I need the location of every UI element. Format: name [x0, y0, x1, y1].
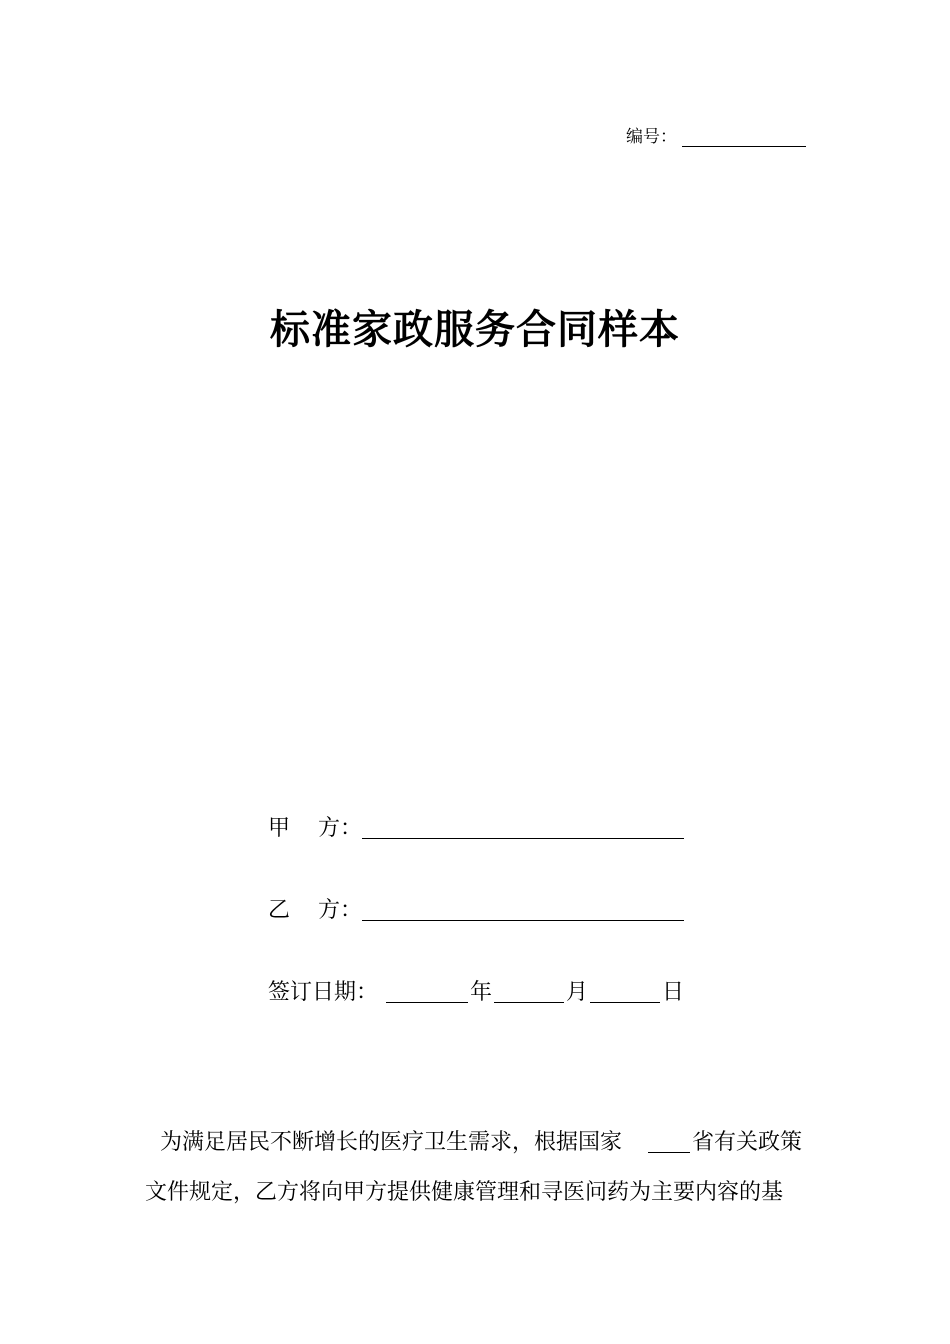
day-label: 日 [662, 980, 685, 1005]
month-label: 月 [566, 980, 589, 1005]
day-blank [590, 1002, 660, 1003]
province-blank [648, 1152, 690, 1153]
body-paragraph-line-2: 文件规定，乙方将向甲方提供健康管理和寻医问药为主要内容的基 [145, 1180, 784, 1205]
party-a-label: 甲 方： [268, 816, 362, 841]
serial-number-label: 编号： [626, 127, 677, 147]
contract-title: 标准家政服务合同样本 [270, 306, 680, 353]
party-a-blank [362, 838, 684, 839]
serial-number-blank [682, 146, 806, 147]
signing-date-label: 签订日期： [268, 980, 379, 1005]
body-paragraph-line-1-start: 为满足居民不断增长的医疗卫生需求，根据国家 [160, 1130, 623, 1155]
month-blank [494, 1002, 564, 1003]
year-blank [386, 1002, 468, 1003]
year-label: 年 [470, 980, 493, 1005]
party-b-blank [362, 920, 684, 921]
body-paragraph-line-1-end: 省有关政策 [692, 1130, 803, 1155]
party-b-label: 乙 方： [268, 898, 362, 923]
